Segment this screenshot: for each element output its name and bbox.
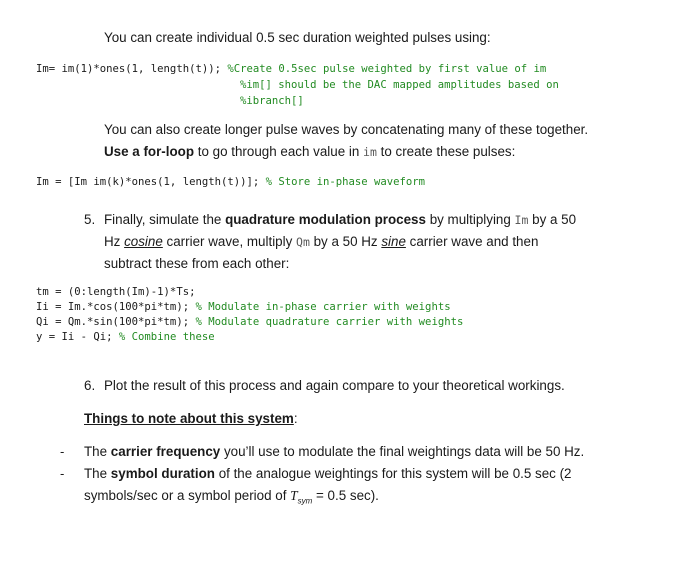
inline-code: im [363, 145, 377, 159]
text-span: you’ll use to modulate the final weightings data will be 50 Hz. [220, 444, 585, 459]
bold-text: carrier frequency [110, 444, 221, 459]
bold-text: symbol duration [110, 466, 215, 481]
bullet-marker: - [60, 466, 65, 481]
step5-line2 [104, 234, 538, 249]
text-span: carrier wave and then [405, 234, 539, 249]
bold-text: Use a for-loop [104, 144, 195, 159]
text-span: : [293, 411, 298, 426]
code-comment: % Modulate in-phase carrier with weights [195, 301, 451, 313]
code-comment: % Modulate quadrature carrier with weights [195, 316, 464, 328]
code-line [36, 316, 463, 328]
text-span: Finally, simulate the [104, 212, 226, 227]
text-span: to go through each value in [194, 144, 364, 159]
code-line [36, 301, 451, 313]
code-line [36, 176, 425, 188]
emphasis-text: sine [381, 234, 406, 249]
bullet-symbol-duration [84, 466, 572, 481]
step-number: 6. [84, 378, 96, 393]
step6-text: Plot the result of this process and again compare to your theoretical workings. [104, 378, 565, 393]
inline-code: Im [514, 213, 529, 227]
heading-text: Things to note about this system [84, 411, 294, 426]
emphasis-text: cosine [124, 234, 163, 249]
text-span: by a 50 Hz [309, 234, 382, 249]
code-comment: %im[] should be the DAC mapped amplitudes based on [240, 79, 559, 91]
math-symbol: T [290, 488, 298, 503]
text-span: by a 50 [528, 212, 577, 227]
code-comment: %ibranch[] [240, 95, 304, 107]
text-span: symbols/sec or a symbol period of [84, 488, 291, 503]
code-line [36, 63, 546, 75]
step5-line3: subtract these from each other: [104, 256, 290, 271]
text-span: by multiplying [425, 212, 515, 227]
code-line [36, 331, 215, 343]
code-comment: % Store in-phase waveform [265, 176, 426, 188]
code-text: Ii = Im.*cos(100*pi*tm); [36, 301, 196, 313]
code-text: Qi = Qm.*sin(100*pi*tm); [36, 316, 196, 328]
code-text: Im= im(1)*ones(1, length(t)); [36, 63, 228, 75]
intro-text: You can create individual 0.5 sec duration weighted pulses using: [104, 30, 491, 45]
bold-text: quadrature modulation process [225, 212, 426, 227]
bullet-symbol-duration-cont [84, 488, 379, 506]
bullet-carrier-frequency [84, 444, 584, 459]
text-span: Hz [104, 234, 125, 249]
math-subscript: sym [297, 496, 313, 506]
concatenate-text: You can also create longer pulse waves by concatenating many of these together. [104, 122, 589, 137]
bullet-marker: - [60, 444, 65, 459]
text-span: of the analogue weightings for this system will be 0.5 sec (2 [214, 466, 572, 481]
code-text: Im = [Im im(k)*ones(1, length(t))]; [36, 176, 266, 188]
inline-code: Qm [296, 235, 310, 249]
step-number: 5. [84, 212, 96, 227]
code-comment: %Create 0.5sec pulse weighted by first value of im [227, 63, 547, 75]
code-line: tm = (0:length(Im)-1)*Ts; [36, 286, 196, 298]
text-span: The [84, 444, 111, 459]
text-span: to create these pulses: [376, 144, 516, 159]
notes-heading [84, 411, 298, 426]
text-span: The [84, 466, 111, 481]
for-loop-text [104, 144, 515, 159]
step5-line1 [104, 212, 576, 227]
code-comment: % Combine these [118, 331, 215, 343]
text-span: carrier wave, multiply [162, 234, 297, 249]
code-text: y = Ii - Qi; [36, 331, 119, 343]
text-span: = 0.5 sec). [312, 488, 379, 503]
